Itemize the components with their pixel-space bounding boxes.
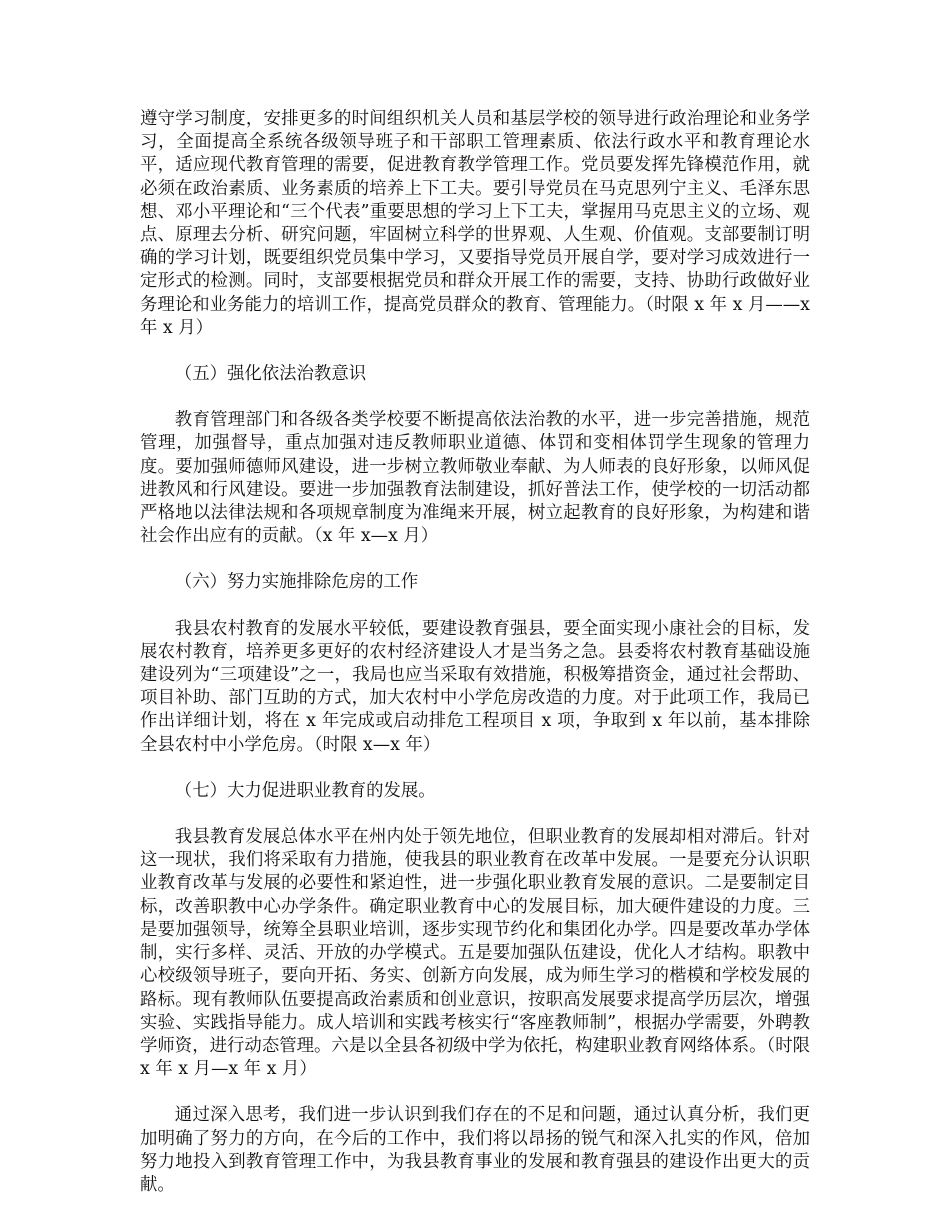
section-heading-7: （七）大力促进职业教育的发展。 bbox=[174, 780, 436, 801]
closing-paragraph: 通过深入思考，我们进一步认识到我们存在的不足和问题，通过认真分析，我们更加明确了努力的方向，在今后的工作中，我们将以昂扬的锐气和深入扎实的作风，倍加努力地投入到教育管理工作中，为我县教育事业的发展和教育强县的建设作出更大的贡献。 bbox=[140, 1105, 810, 1195]
section-body-6: 我县农村教育的发展水平较低，要建设教育强县，要全面实现小康社会的目标，发展农村教育，培养更多更好的农村经济建设人才是当务之急。县委将农村教育基础设施建设列为“三项建设”之一，我局也应当采取有效措施，积极筹措资金，通过社会帮助、项目补助、部门互助的方式，加大农村中小学危房改造的力度。对于此项工作，我局已作出详细计划，将在 x 年完成或启动排危工程项目 x 项，争取到 x 年以前，基本排除全县农村中小学危房。（时限 x—x 年） bbox=[140, 618, 810, 755]
section-body-5: 教育管理部门和各级各类学校要不断提高依法治教的水平，进一步完善措施，规范管理，加强督导，重点加强对违反教师职业道德、体罚和变相体罚学生现象的管理力度。要加强师德师风建设，进一步树立教师敬业奉献、为人师表的良好形象，以师风促进教风和行风建设。要进一步加强教育法制建设，抓好普法工作，使学校的一切活动都严格地以法律法规和各项规章制度为准绳来开展，树立起教育的良好形象，为构建和谐社会作出应有的贡献。（x 年 x—x 月） bbox=[140, 410, 810, 547]
document-page bbox=[140, 108, 810, 1220]
intro-paragraph: 遵守学习制度，安排更多的时间组织机关人员和基层学校的领导进行政治理论和业务学习，全面提高全系统各级领导班子和干部职工管理素质、依法行政水平和教育理论水平，适应现代教育管理的需要，促进教育教学管理工作。党员要发挥先锋模范作用，就必须在政治素质、业务素质的培养上下工夫。要引导党员在马克思列宁主义、毛泽东思想、邓小平理论和“三个代表”重要思想的学习上下工夫，掌握用马克思主义的立场、观点、原理去分析、研究问题，牢固树立科学的世界观、人生观、价值观。支部要制订明确的学习计划，既要组织党员集中学习，又要指导党员开展自学，要对学习成效进行一定形式的检测。同时，支部要根据党员和群众开展工作的需要，支持、协助行政做好业务理论和业务能力的培训工作，提高党员群众的教育、管理能力。（时限 x 年 x 月——x 年 x 月） bbox=[140, 109, 810, 338]
section-heading-5: （五）强化依法治教意识 bbox=[174, 364, 367, 385]
section-body-7: 我县教育发展总体水平在州内处于领先地位，但职业教育的发展却相对滞后。针对这一现状，我们将采取有力措施，使我县的职业教育在改革中发展。一是要充分认识职业教育改革与发展的必要性和紧迫性，进一步强化职业教育发展的意识。二是要制定目标，改善职教中心办学条件。确定职业教育中心的发展目标，加大硬件建设的力度。三是要加强领导，统筹全县职业培训，逐步实现节约化和集团化办学。四是要改革办学体制，实行多样、灵活、开放的办学模式。五是要加强队伍建设，优化人才结构。职教中心校级领导班子，要向开拓、务实、创新方向发展，成为师生学习的楷模和学校发展的路标。现有教师队伍要提高政治素质和创业意识，按职高发展要求提高学历层次，增强实验、实践指导能力。成人培训和实践考核实行“客座教师制”，根据办学需要，外聘教学师资，进行动态管理。六是以全县各初级中学为依托，构建职业教育网络体系。（时限 x 年 x 月—x 年 x 月） bbox=[140, 827, 810, 1080]
section-heading-6: （六）努力实施排除危房的工作 bbox=[174, 572, 419, 593]
